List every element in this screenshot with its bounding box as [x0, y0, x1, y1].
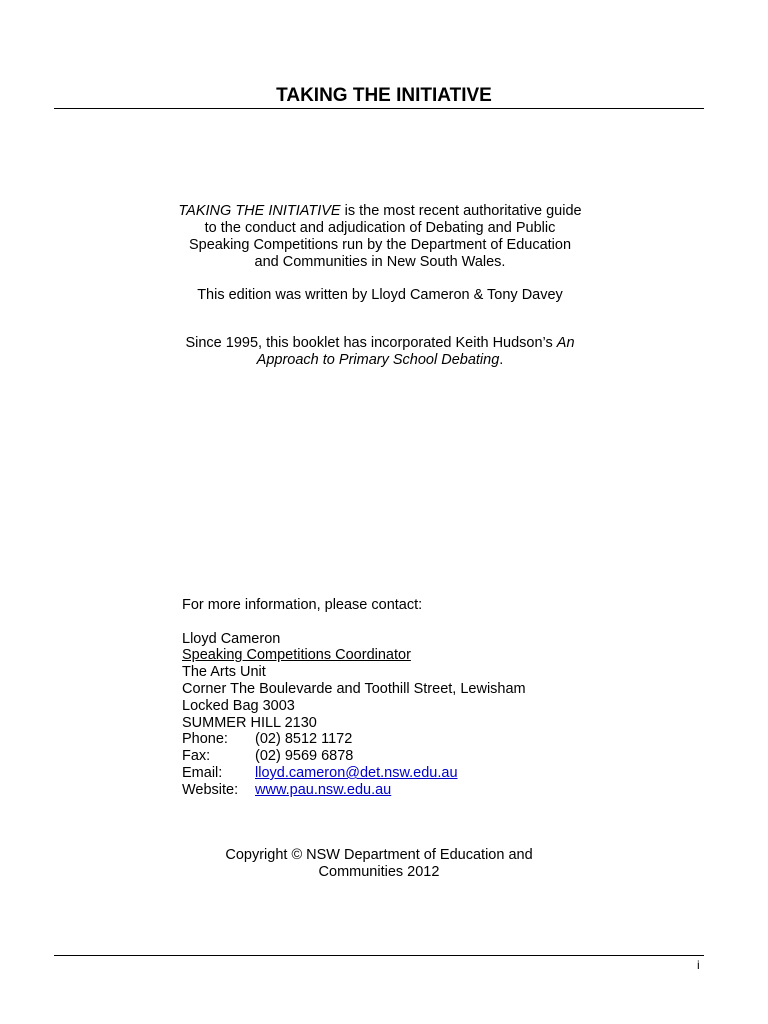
contact-block [182, 597, 526, 799]
contact-address-line3: SUMMER HILL 2130 [182, 714, 317, 731]
phone-label: Phone: [182, 731, 228, 748]
contact-email [182, 765, 526, 782]
intro-text: is the most recent authoritative guide to the conduct and adjudication of Debating and Public Speaking Competitions run by the Department of Education and Communities in New South Wales. [188, 203, 582, 270]
contact-website [182, 782, 526, 799]
website-link[interactable]: www.pau.nsw.edu.au [255, 781, 392, 798]
contact-role [182, 647, 526, 664]
copyright-notice: Copyright © NSW Department of Education and Communities 2012 [225, 847, 533, 880]
fax-label: Fax: [182, 748, 211, 765]
website-label: Website: [182, 781, 239, 798]
intro-section [178, 203, 582, 369]
contact-unit: The Arts Unit [182, 664, 266, 681]
document-title: TAKING THE INITIATIVE [276, 85, 492, 106]
history-end: . [499, 352, 504, 368]
contact-address-line1: Corner The Boulevarde and Toothill Street, Lewisham [182, 680, 526, 697]
footer-divider [54, 955, 704, 956]
email-label: Email: [182, 764, 223, 781]
history-book-title: An Approach to Primary School Debating [256, 335, 575, 368]
fax-value: (02) 9569 6878 [255, 748, 354, 765]
contact-address-line2: Locked Bag 3003 [182, 697, 295, 714]
email-link[interactable]: lloyd.cameron@det.nsw.edu.au [255, 764, 458, 781]
title-divider [54, 108, 704, 109]
authors-paragraph: This edition was written by Lloyd Cameron & Tony Davey [197, 287, 563, 303]
contact-role-text: Speaking Competitions Coordinator [182, 647, 411, 664]
intro-paragraph [178, 203, 582, 271]
contact-intro: For more information, please contact: [182, 597, 423, 613]
history-paragraph [178, 335, 582, 369]
intro-title-italic: TAKING THE INITIATIVE [178, 203, 341, 219]
contact-name: Lloyd Cameron [182, 630, 281, 647]
page-number: i [697, 958, 700, 972]
contact-phone [182, 731, 526, 748]
contact-fax [182, 748, 526, 765]
phone-value: (02) 8512 1172 [255, 731, 353, 748]
contact-spacer [182, 614, 526, 631]
history-text: Since 1995, this booklet has incorporated Keith Hudson’s [185, 335, 557, 351]
